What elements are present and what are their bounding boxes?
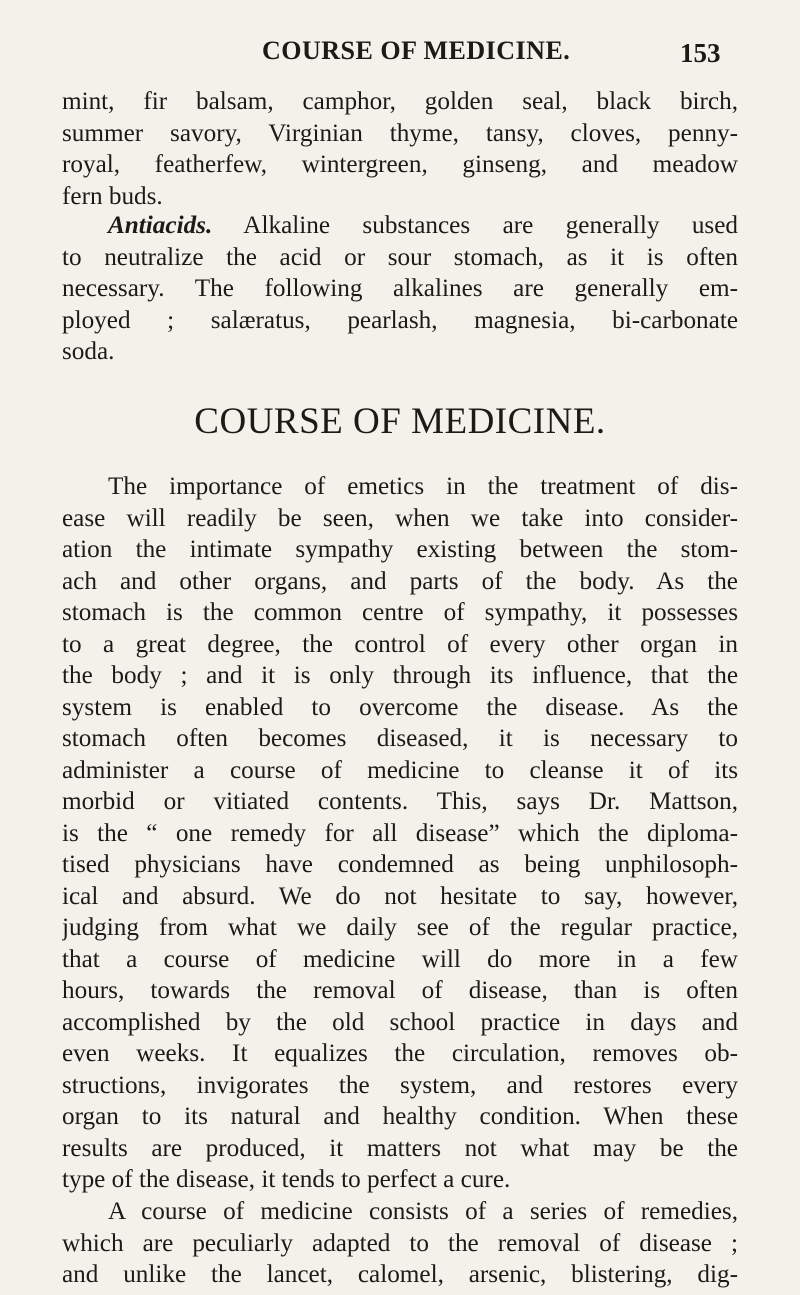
text-line: to a great degree, the control of every other organ in bbox=[62, 630, 738, 658]
text-line: ation the intimate sympathy existing between the stom- bbox=[62, 536, 738, 563]
text-line: system is enabled to overcome the disease. As the bbox=[62, 693, 738, 721]
section-heading: COURSE OF MEDICINE. bbox=[194, 401, 606, 442]
text-line: royal, featherfew, wintergreen, ginseng, and meadow bbox=[62, 151, 738, 178]
text-line: The importance of emetics in the treatment of dis- bbox=[108, 473, 738, 500]
text-line: stomach is the common centre of sympathy, it possesses bbox=[62, 599, 738, 626]
text-line: ease will readily be seen, when we take into consider- bbox=[62, 504, 738, 532]
text-line: tised physicians have condemned as being unphilosoph- bbox=[62, 851, 738, 878]
text-line: summer savory, Virginian thyme, tansy, cloves, penny- bbox=[62, 119, 738, 147]
running-header bbox=[0, 36, 800, 76]
text-line: to neutralize the acid or sour stomach, as it is often bbox=[62, 243, 738, 271]
text-line: ployed ; salæratus, pearlash, magnesia, bi-carbonate bbox=[62, 306, 738, 334]
text-line: administer a course of medicine to cleanse it of its bbox=[62, 756, 738, 784]
text-line: which are peculiarly adapted to the removal of disease ; bbox=[62, 1229, 738, 1257]
text-line: organ to its natural and healthy condition. When these bbox=[62, 1103, 738, 1130]
page-number: 153 bbox=[680, 38, 721, 68]
text-line: soda. bbox=[62, 338, 115, 365]
text-line: judging from what we daily see of the regular practice, bbox=[62, 914, 738, 941]
text-line: A course of medicine consists of a series of remedies, bbox=[108, 1198, 738, 1225]
text-line: necessary. The following alkalines are generally em- bbox=[62, 275, 738, 302]
text-line: type of the disease, it tends to perfect a cure. bbox=[62, 1166, 511, 1193]
text-line: and unlike the lancet, calomel, arsenic, blistering, dig- bbox=[62, 1261, 738, 1288]
paragraph-continued bbox=[62, 86, 738, 212]
text-line: even weeks. It equalizes the circulation, removes ob- bbox=[62, 1040, 738, 1067]
text-line bbox=[62, 210, 738, 242]
text-line: stomach often becomes diseased, it is necessary to bbox=[62, 725, 738, 752]
paragraph-importance-of-emetics bbox=[62, 471, 738, 1196]
text-line: that a course of medicine will do more in a few bbox=[62, 945, 738, 973]
text-line: ach and other organs, and parts of the body. As the bbox=[62, 567, 738, 595]
text-line: results are produced, it matters not what may be the bbox=[62, 1134, 738, 1162]
text-line: mint, fir balsam, camphor, golden seal, black birch, bbox=[62, 88, 738, 115]
paragraph-course-consists bbox=[62, 1196, 738, 1291]
antiacids-lead: Antiacids. bbox=[108, 212, 213, 239]
text-line: is the “ one remedy for all disease” which the diploma- bbox=[62, 819, 738, 847]
paragraph-antiacids bbox=[62, 210, 738, 368]
text-line: fern buds. bbox=[62, 182, 163, 210]
text-line: accomplished by the old school practice in days and bbox=[62, 1008, 738, 1036]
text-line: ical and absurd. We do not hesitate to say, however, bbox=[62, 882, 738, 910]
running-title: COURSE OF MEDICINE. bbox=[262, 36, 571, 65]
text-line: the body ; and it is only through its influence, that the bbox=[62, 662, 738, 689]
text-line-rest: Alkaline substances are generally used bbox=[212, 212, 738, 239]
text-line: morbid or vitiated contents. This, says Dr. Mattson, bbox=[62, 788, 738, 815]
text-line: hours, towards the removal of disease, than is often bbox=[62, 977, 738, 1004]
text-line: structions, invigorates the system, and restores every bbox=[62, 1071, 738, 1099]
